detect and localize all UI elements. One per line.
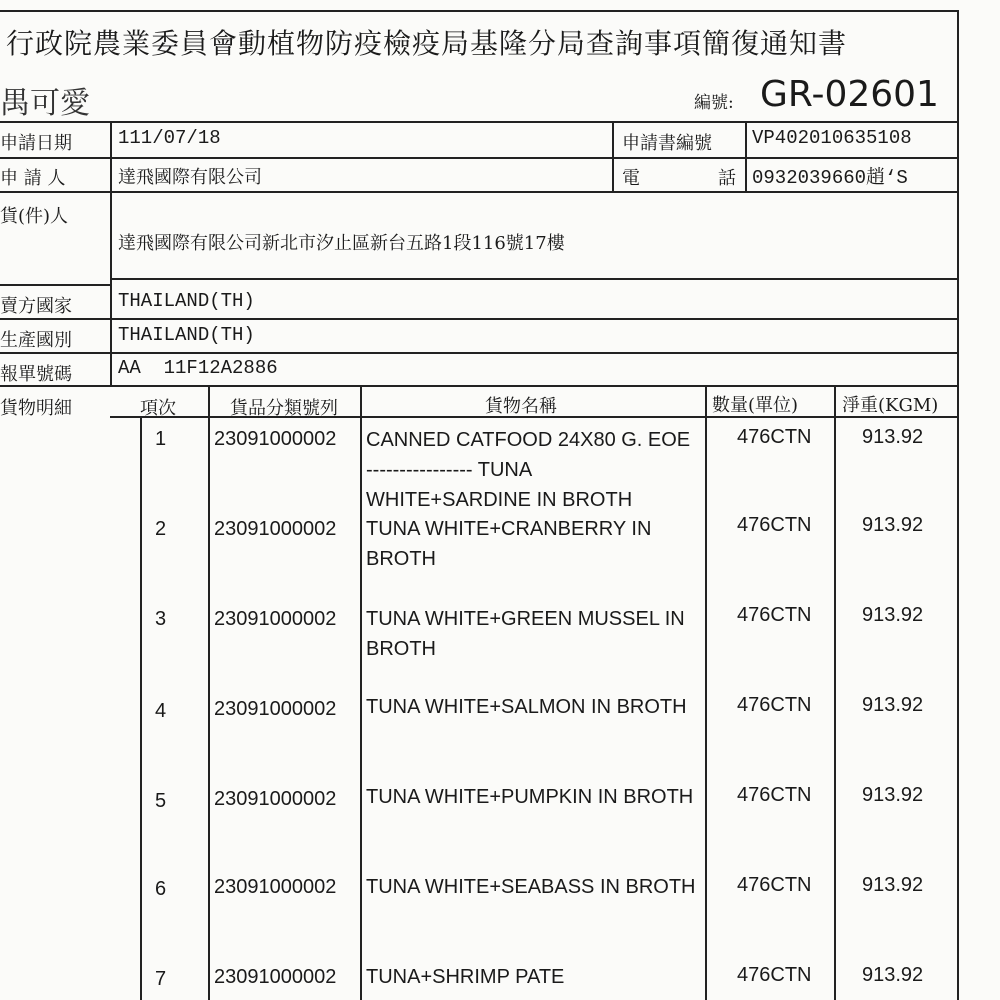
divider-line <box>0 318 959 320</box>
row-item: 7 <box>155 968 167 990</box>
row-weight: 913.92 <box>862 784 924 806</box>
header-qty: 數量(單位) <box>712 395 799 416</box>
declaration-value: AA 11F12A2886 <box>118 357 278 379</box>
row-qty: 476CTN <box>737 874 812 896</box>
divider-line <box>0 352 959 354</box>
row-name: TUNA+SHRIMP PATE <box>366 966 565 988</box>
row-code: 23091000002 <box>214 608 337 630</box>
header-code: 貨品分類號列 <box>230 398 338 419</box>
declaration-label: 報單號碼 <box>0 364 72 385</box>
document-title: 行政院農業委員會動植物防疫檢疫局基隆分局查詢事項簡復通知書 <box>6 27 848 60</box>
applicant-value: 達飛國際有限公司 <box>118 167 262 188</box>
row-qty: 476CTN <box>737 784 812 806</box>
row-item: 1 <box>155 428 167 450</box>
divider-line <box>0 191 959 193</box>
row-weight: 913.92 <box>862 604 924 626</box>
label-column-divider <box>110 121 112 385</box>
app-no-value: VP402010635108 <box>752 127 912 149</box>
row-qty: 476CTN <box>737 604 812 626</box>
phone-value: 0932039660趙‘S <box>752 167 908 189</box>
row-qty: 476CTN <box>737 964 812 986</box>
divider-line <box>0 157 959 159</box>
frame-top-border <box>0 10 959 12</box>
row-qty: 476CTN <box>737 514 812 536</box>
header-weight: 淨重(KGM) <box>842 395 939 416</box>
row-code: 23091000002 <box>214 698 337 720</box>
row-item: 4 <box>155 700 167 722</box>
row-item: 6 <box>155 878 167 900</box>
row-name: TUNA WHITE+CRANBERRY IN BROTH <box>366 518 652 570</box>
row-weight: 913.92 <box>862 426 924 448</box>
divider-line <box>110 278 959 280</box>
row-name: TUNA WHITE+PUMPKIN IN BROTH <box>366 786 694 808</box>
row-weight: 913.92 <box>862 964 924 986</box>
divider-line <box>0 121 959 123</box>
row-item: 5 <box>155 790 167 812</box>
app-no-label: 申請書編號 <box>622 133 712 154</box>
seller-country-label: 賣方國家 <box>0 296 72 317</box>
app-no-value-divider <box>745 121 747 191</box>
origin-label: 生產國別 <box>0 330 72 351</box>
row-weight: 913.92 <box>862 514 924 536</box>
row-name: TUNA WHITE+SEABASS IN BROTH <box>366 876 696 898</box>
row-code: 23091000002 <box>214 518 337 540</box>
row-qty: 476CTN <box>737 426 812 448</box>
row-name: TUNA WHITE+GREEN MUSSEL IN BROTH <box>366 608 685 660</box>
divider-line <box>0 284 110 286</box>
row-weight: 913.92 <box>862 874 924 896</box>
consignee-label: 貨(件)人 <box>0 206 69 227</box>
header-item: 項次 <box>140 398 176 419</box>
phone-label: 電 <box>622 168 640 189</box>
details-label: 貨物明細 <box>0 398 72 419</box>
qty-column-divider <box>834 385 836 1000</box>
consignee-value: 達飛國際有限公司新北市汐止區新台五路1段116號17樓 <box>118 233 565 254</box>
item-column-divider <box>208 385 210 1000</box>
row-name: CANNED CATFOOD 24X80 G. EOE ---------------- TUNA WHITE+SARDINE IN BROTH <box>366 429 691 511</box>
apply-date-label: 申請日期 <box>0 133 72 154</box>
applicant-label: 申 請 人 <box>0 168 66 189</box>
name-column-divider <box>705 385 707 1000</box>
origin-value: THAILAND(TH) <box>118 324 255 346</box>
doc-number: GR-02601 <box>760 74 939 115</box>
row-code: 23091000002 <box>214 428 337 450</box>
divider-line <box>0 385 959 387</box>
row-code: 23091000002 <box>214 966 337 988</box>
phone-label-2: 話 <box>718 168 736 189</box>
row-code: 23091000002 <box>214 788 337 810</box>
table-left-border <box>140 416 142 1000</box>
row-weight: 913.92 <box>862 694 924 716</box>
row-item: 3 <box>155 608 167 630</box>
seller-country-value: THAILAND(TH) <box>118 290 255 312</box>
apply-date-value: 111/07/18 <box>118 127 221 149</box>
header-name: 貨物名稱 <box>485 396 557 417</box>
row-code: 23091000002 <box>214 876 337 898</box>
row-item: 2 <box>155 518 167 540</box>
recipient-name: 禺可愛 <box>0 86 90 121</box>
row-qty: 476CTN <box>737 694 812 716</box>
app-no-divider <box>612 121 614 191</box>
doc-number-label: 編號: <box>694 93 734 113</box>
code-column-divider <box>360 385 362 1000</box>
row-name: TUNA WHITE+SALMON IN BROTH <box>366 696 687 718</box>
